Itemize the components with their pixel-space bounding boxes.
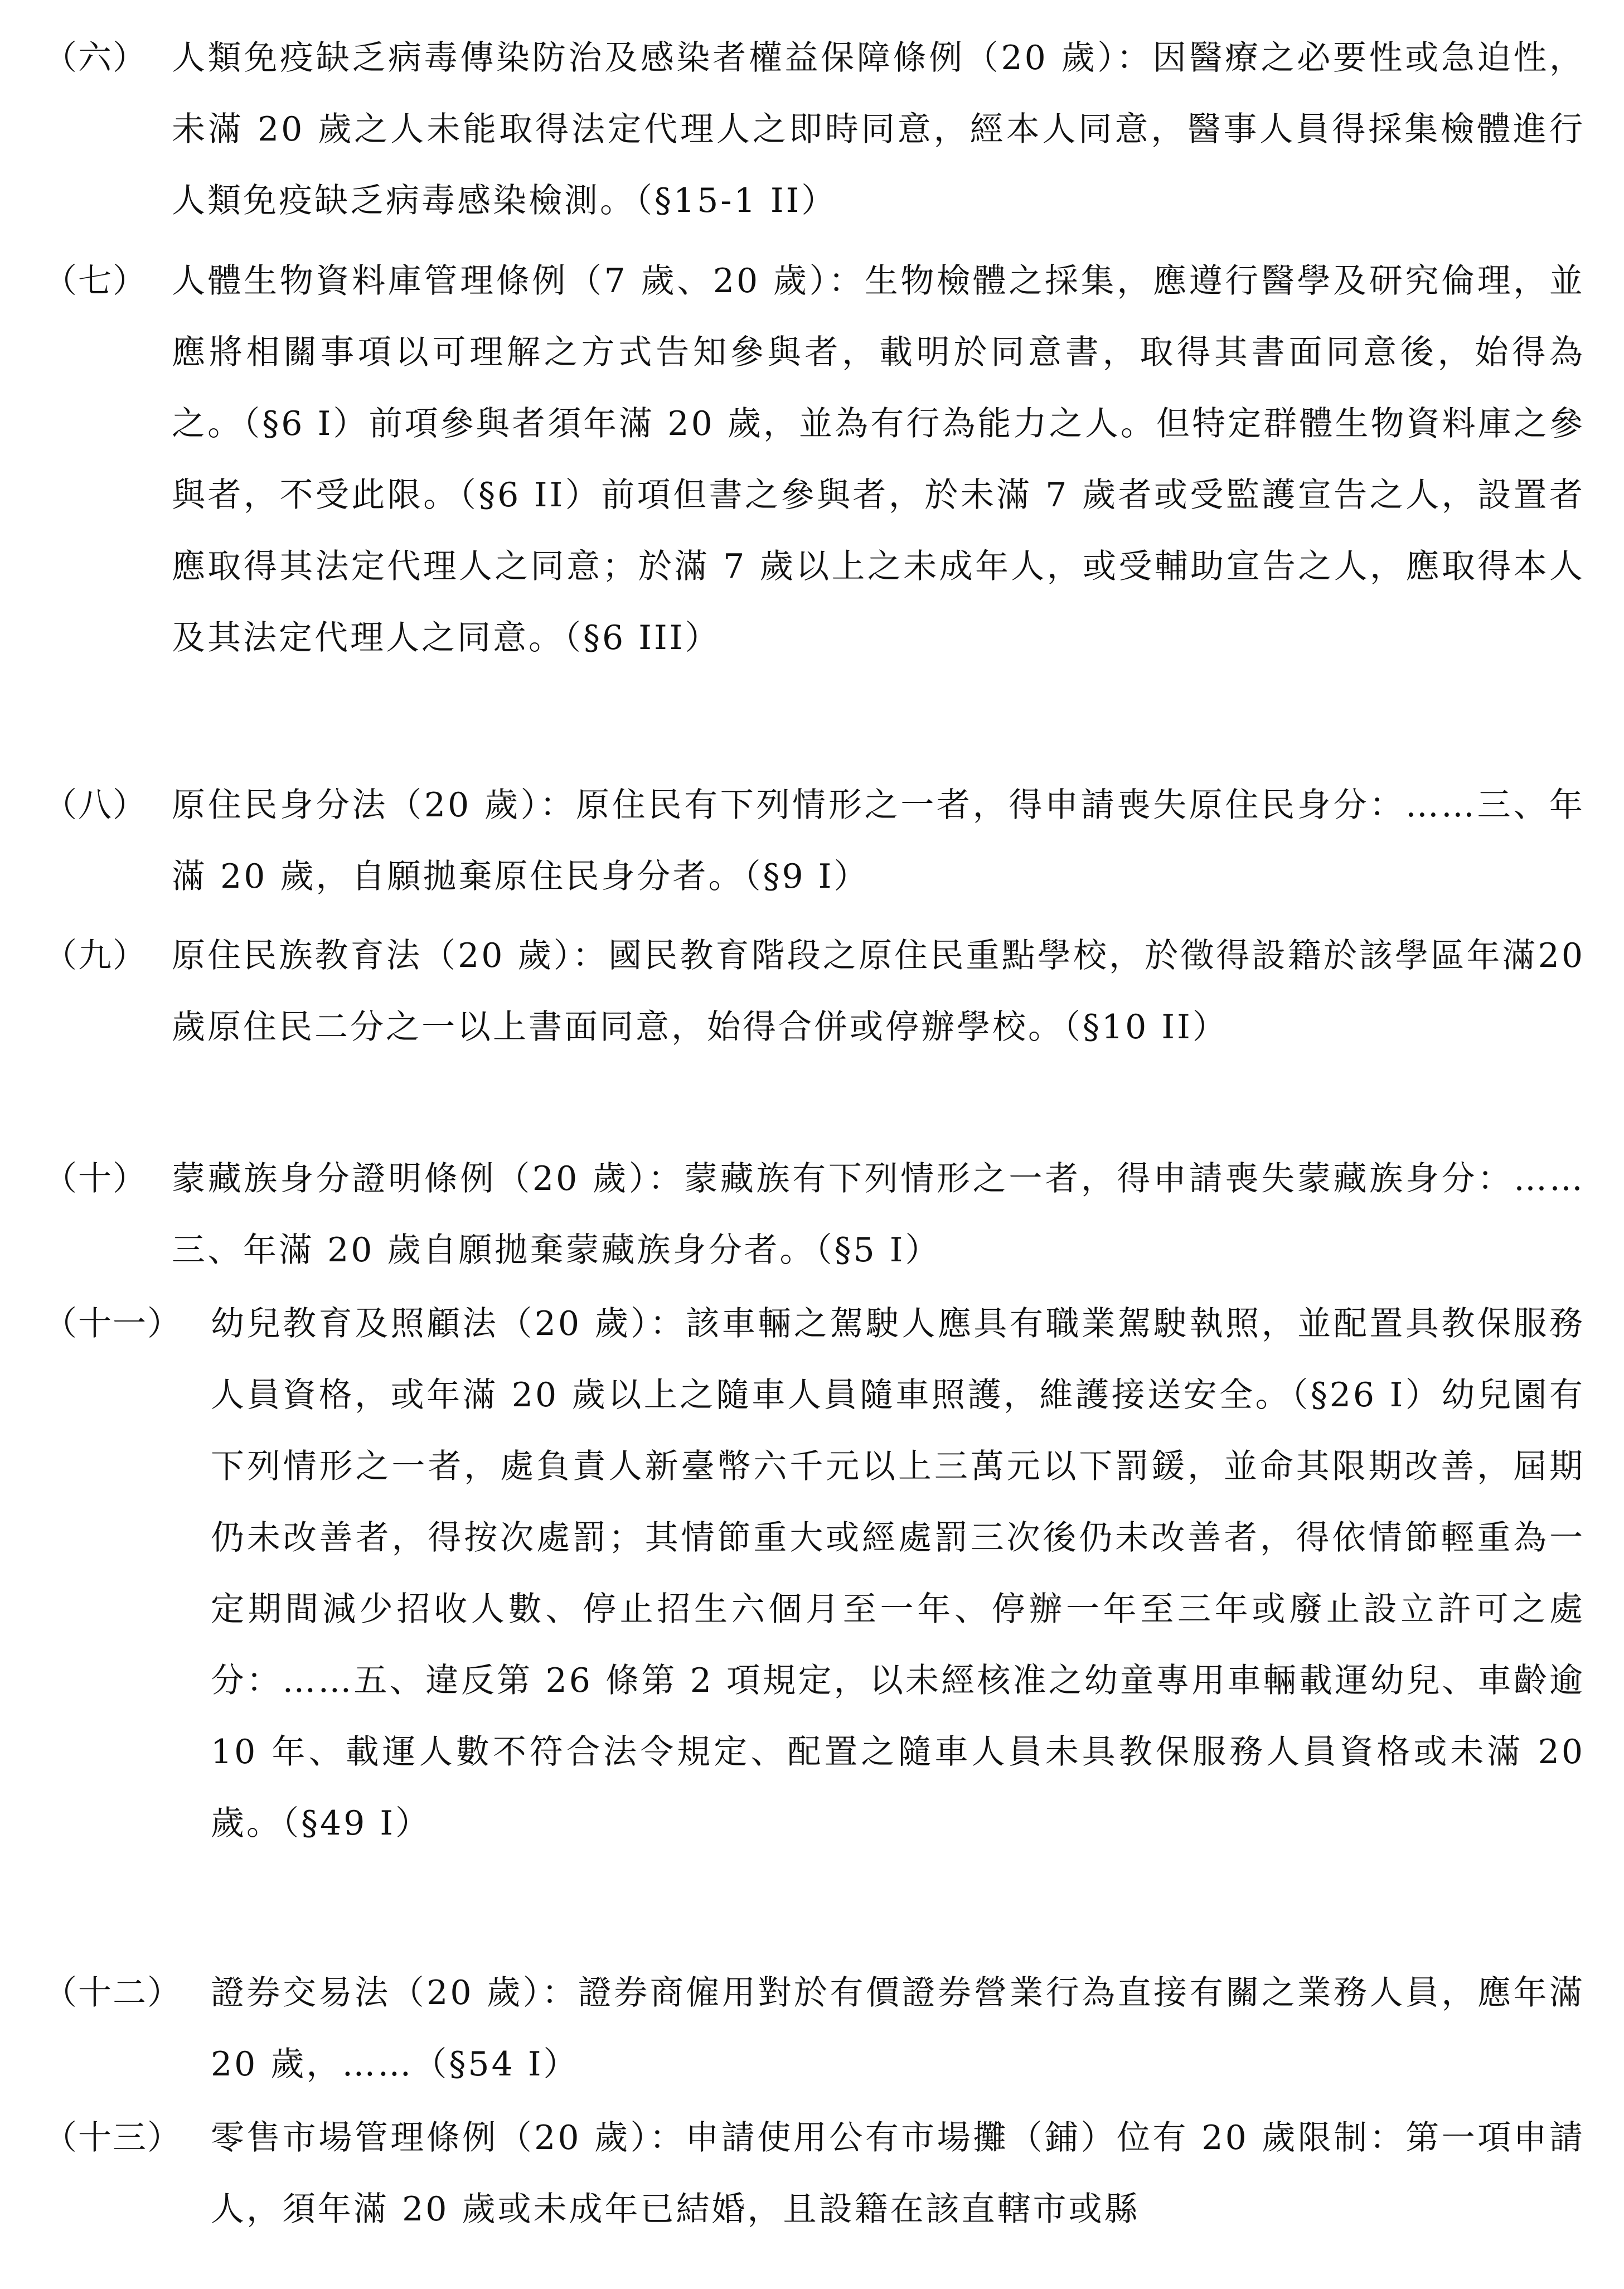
item-text: 零售市場管理條例（20 歲）：申請使用公有市場攤（鋪）位有 20 歲限制：第一項申請人，須年滿 20 歲或未成年已結婚，且設籍在該直轄市或縣 (211, 2118, 1585, 2229)
list-item-13 (43, 2102, 1585, 2245)
list-item-7 (43, 245, 1585, 674)
item-label: （八） (43, 786, 147, 825)
item-text: 原住民身分法（20 歲）：原住民有下列情形之一者，得申請喪失原住民身分：……三、年滿 20 歲，自願拋棄原住民身分者。（§9 I） (172, 786, 1585, 896)
item-label: （六） (43, 38, 147, 78)
item-label: （九） (43, 936, 147, 975)
list-item-11 (43, 1288, 1585, 1859)
list-item-8 (43, 770, 1585, 912)
item-label: （七） (43, 262, 147, 301)
item-label: （十一） (43, 1304, 182, 1343)
item-label: （十三） (43, 2118, 182, 2157)
list-item-9 (43, 920, 1585, 1063)
item-text: 原住民族教育法（20 歲）：國民教育階段之原住民重點學校，於徵得設籍於該學區年滿20歲原住民二分之一以上書面同意，始得合併或停辦學校。（§10 II） (172, 936, 1585, 1047)
list-item-12 (43, 1957, 1585, 2100)
list-item-10 (43, 1143, 1585, 1286)
item-text: 幼兒教育及照顧法（20 歲）：該車輛之駕駛人應具有職業駕駛執照，並配置具教保服務人員資格，或年滿 20 歲以上之隨車人員隨車照護，維護接送安全。（§26 I）幼兒園有下列情形之一者，處負責人新臺幣六千元以上三萬元以下罰鍰，並命其限期改善，屆期仍未改善者，得按次處罰；其情節重大或經處罰三次後仍未改善者，得依情節輕重為一定期間減少招收人數、停止招生六個月至一年、停辦一年至三年或廢止設立許可之處分：……五、違反第 26 條第 2 項規定，以未經核准之幼童專用車輛載運幼兒、車齡逾 10 年、載運人數不符合法令規定、配置之隨車人員未具教保服務人員資格或未滿 20 歲。（§49 I） (211, 1304, 1585, 1843)
item-text: 人體生物資料庫管理條例（7 歲、20 歲）：生物檢體之採集，應遵行醫學及研究倫理，並應將相關事項以可理解之方式告知參與者，載明於同意書，取得其書面同意後，始得為之。（§6 I）前項參與者須年滿 20 歲，並為有行為能力之人。但特定群體生物資料庫之參與者，不受此限。（§6 II）前項但書之參與者，於未滿 7 歲者或受監護宣告之人，設置者應取得其法定代理人之同意；於滿 7 歲以上之未成年人，或受輔助宣告之人，應取得本人及其法定代理人之同意。（§6 III） (172, 262, 1585, 657)
item-text: 證券交易法（20 歲）：證券商僱用對於有價證券營業行為直接有關之業務人員，應年滿 20 歲，……（§54 I） (211, 1973, 1585, 2084)
item-text: 人類免疫缺乏病毒傳染防治及感染者權益保障條例（20 歲）：因醫療之必要性或急迫性，未滿 20 歲之人未能取得法定代理人之即時同意，經本人同意，醫事人員得採集檢體進行人類免疫缺乏病毒感染檢測。（§15-1 II） (172, 38, 1585, 220)
item-label: （十） (43, 1159, 147, 1198)
item-text: 蒙藏族身分證明條例（20 歲）：蒙藏族有下列情形之一者，得申請喪失蒙藏族身分：……三、年滿 20 歲自願拋棄蒙藏族身分者。（§5 I） (172, 1159, 1585, 1270)
item-label: （十二） (43, 1973, 182, 2012)
list-item-6 (43, 22, 1585, 236)
